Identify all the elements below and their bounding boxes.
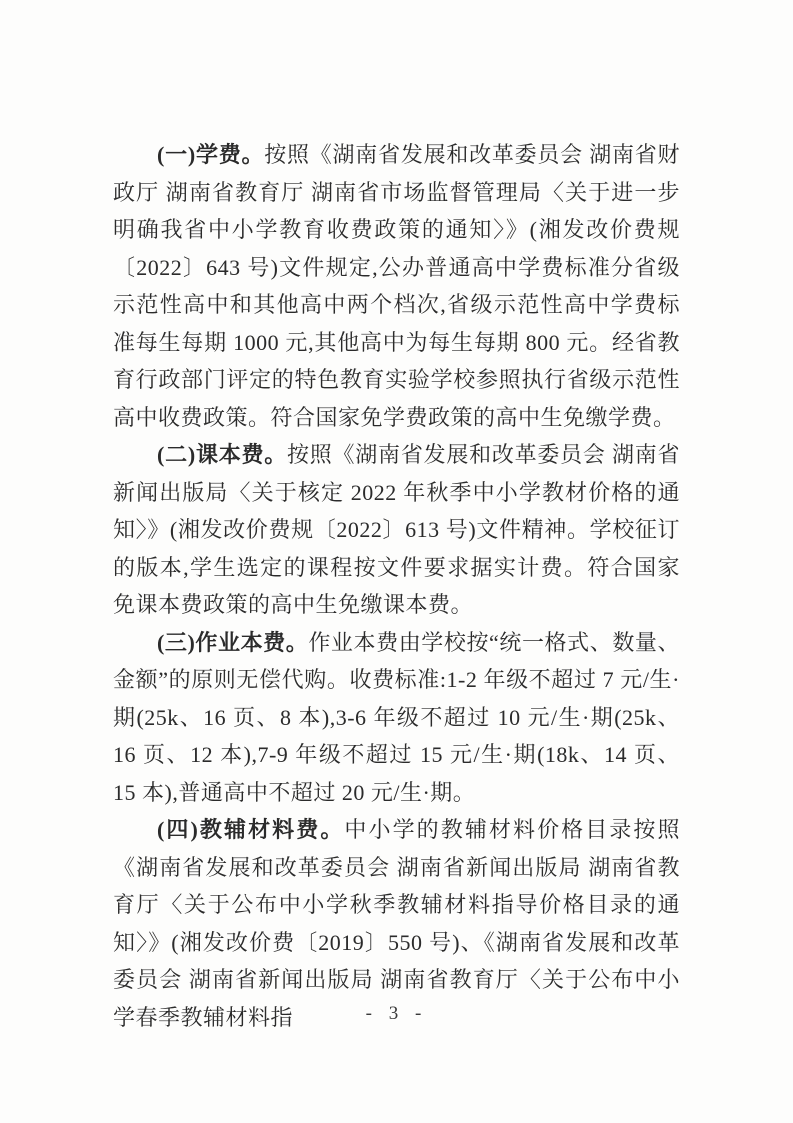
paragraph-heading-supplementary-material-fee: (四)教辅材料费。 (157, 817, 345, 842)
paragraph-heading-tuition-fee: (一)学费。 (157, 142, 265, 167)
paragraph-textbook-fee (113, 436, 680, 624)
paragraph-workbook-fee (113, 624, 680, 812)
paragraph-text-textbook-fee: 按照《湖南省发展和改革委员会 湖南省新闻出版局〈关于核定 2022 年秋季中小学教材价格的通知〉》(湘发改价费规〔2022〕613 号)文件精神。学校征订的版本,学生选定的课程按文件要求据实计费。符合国家免课本费政策的高中生免缴课本费。 (113, 442, 680, 617)
paragraph-text-workbook-fee: 作业本费由学校按“统一格式、数量、金额”的原则无偿代购。收费标准:1-2 年级不超过 7 元/生·期(25k、16 页、8 本),3-6 年级不超过 10 元/生·期(25k、16 页、12 本),7-9 年级不超过 15 元/生·期(18k、14 页、15 本),普通高中不超过 20 元/生·期。 (113, 629, 680, 805)
paragraph-heading-workbook-fee: (三)作业本费。 (157, 629, 309, 655)
paragraph-text-supplementary-material-fee: 中小学的教辅材料价格目录按照《湖南省发展和改革委员会 湖南省新闻出版局 湖南省教育厅〈关于公布中小学秋季教辅材料指导价格目录的通知〉》(湘发改价费〔2019〕550 号)、《湖南省发展和改革委员会 湖南省新闻出版局 湖南省教育厅〈关于公布中小学春季教辅材料指 (113, 817, 680, 1030)
paragraph-tuition-fee (113, 136, 680, 436)
document-body (113, 136, 680, 1036)
paragraph-heading-textbook-fee: (二)课本费。 (157, 442, 287, 467)
page-number: - 3 - (365, 1003, 428, 1024)
paragraph-text-tuition-fee: 按照《湖南省发展和改革委员会 湖南省财政厅 湖南省教育厅 湖南省市场监督管理局〈关于进一步明确我省中小学教育收费政策的通知〉》(湘发改价费规〔2022〕643 号)文件规定,公办普通高中学费标准分省级示范性高中和其他高中两个档次,省级示范性高中学费标准每生每期 1000 元,其他高中为每生每期 800 元。经省教育行政部门评定的特色教育实验学校参照执行省级示范性高中收费政策。符合国家免学费政策的高中生免缴学费。 (113, 142, 680, 430)
